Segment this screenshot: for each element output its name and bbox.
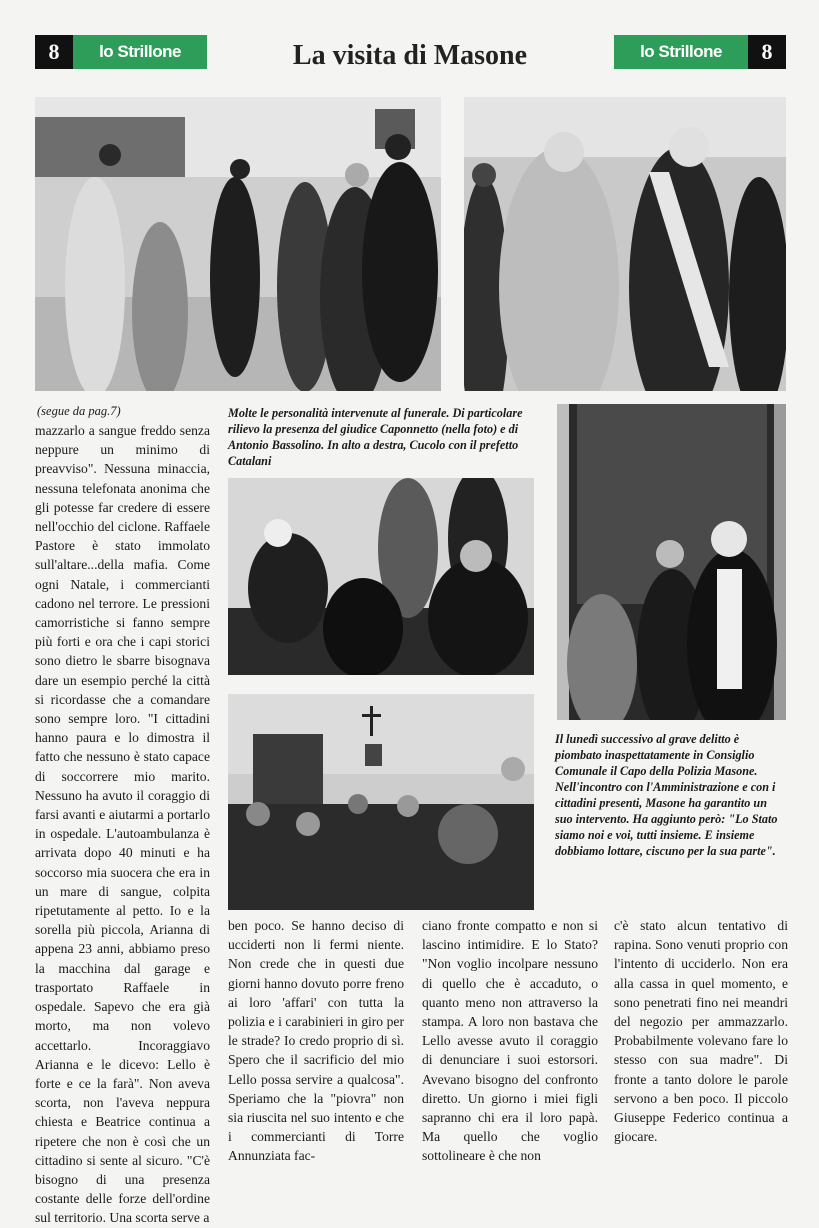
article-text-col3: ciano fronte compatto e non si lascino intimidire. E lo Stato? "Non voglio incolpare nessuno di quello che è accaduto, o quanto meno non attraverso la stampa. A loro non bastava che Lello avesse avuto il coraggio di denunciare i suoi estorsori. Avevano bisogno del confronto diretto. Un giorno i miei figli sapranno chi era il loro papà. Ma quello che voglio sottolineare è che non <box>422 918 598 1164</box>
article-text-col4: c'è stato alcun tentativo di rapina. Sono venuti proprio con l'intento di ucciderlo. Non era alla cassa in quel momento, e sono penetrati fino nei meandri del negozio per ammazzarlo. Probabilmente volevano fare lo stesso con sua madre". Di fronte a tanto dolore le parole servono a ben poco. Il piccolo Giuseppe Federico continua a giocare. <box>614 918 788 1145</box>
photo-masone-council <box>557 404 786 720</box>
page-number-right: 8 <box>748 35 786 69</box>
photo-funeral-procession <box>35 97 441 391</box>
article-column-3 <box>422 916 598 1164</box>
photo-council-hall <box>228 694 534 910</box>
photo-cucolo-prefetto <box>464 97 786 391</box>
masthead-left: lo Strillone <box>73 35 207 69</box>
article-column-1 <box>35 421 210 1226</box>
masthead-right: lo Strillone <box>614 35 748 69</box>
article-text-col1: mazzarlo a sangue freddo senza neppure un minimo di preavviso". Nessuna minaccia, nessuna telefonata anonima che gli potesse far credere di essere nell'occhio del ciclone. Raffaele Pastore è stato immolato sull'altare...della mafia. Come ogni Natale, i commercianti cadono nel terrore. Le pressioni camorristiche si fanno sempre più forti e ora che i capi storici sono dietro le sbarre bisognava dare un esempio perché la città si ricordasse che a comandare sono sempre loro. "I cittadini hanno paura e lo dimostra il fatto che nessuno è stato capace di soccorrere mio marito. Nessuno ha avuto il coraggio di farsi avanti e aiutarmi a portarlo in ospedale. L'autoambulanza è arrivata dopo 40 minuti e ha soccorso mia suocera che era in un mare di sangue, colpita ripetutamente al petto. Io e la sorella più piccola, Arianna di appena 23 anni, abbiamo preso la macchina dal garage e trasportato Raffaele in ospedale. Sapevo che era già morto, ma non volevo accettarlo. Incoraggiavo Arianna e le dicevo: Lello è forte e ce la farà". Non aveva scorta, non l'aveva neppura chiesta e Beatrice continua a ripetere che non è così che un cittadino si sente al sicuro. "C'è bisogno di una presenza costante delle forze dell'ordine sul territorio. Una scorta serve a <box>35 423 210 1226</box>
continued-note: (segue da pag.7) <box>37 404 121 418</box>
article-column-2 <box>228 916 404 1164</box>
caption-council: Il lunedì successivo al grave delitto è piombato inaspettatamente in Consiglio Comunale il Capo della Polizia Masone. Nell'incontro con l'Amministrazione e con i cittadini presenti, Masone ha garantito un suo intervento. Ha aggiunto però: "Lo Stato siamo noi e voi, tutti insieme. E insieme dobbiamo lottare, ciscuno per la sua parte". <box>555 732 778 858</box>
caption-funeral: Molte le personalità intervenute al funerale. Di particolare rilievo la presenza del giudice Caponnetto (nella foto) e di Antonio Bassolino. In alto a destra, Cucolo con il prefetto Catalani <box>228 406 523 468</box>
article-column-4 <box>614 916 788 1145</box>
page-title: La visita di Masone <box>292 40 528 71</box>
page-number-left: 8 <box>35 35 73 69</box>
article-text-col2: ben poco. Se hanno deciso di ucciderti non li fermi niente. Non crede che in questi due giorni hanno dovuto porre freno ai loro 'affari' con tutta la polizia e i carabinieri in giro per le strade? Io credo proprio di sì. Spero che il sacrificio del mio Lello possa servire a qualcosa". Speriamo che la "piovra" non sia riuscita nel suo intento e che i commercianti di Torre Annunziata fac- <box>228 918 404 1164</box>
photo-seated-officials <box>228 478 534 675</box>
